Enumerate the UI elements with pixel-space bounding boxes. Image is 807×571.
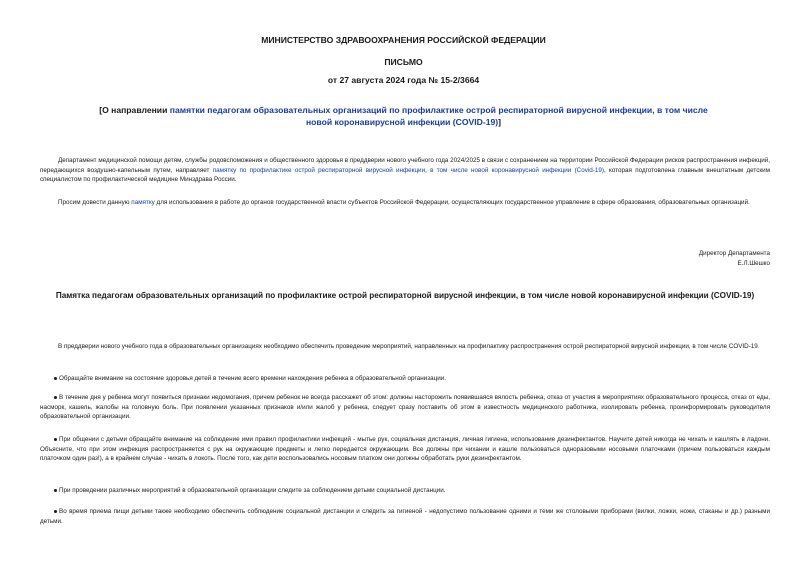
memo-bullet-item <box>40 435 770 464</box>
bullet-text: Во время приема пищи детьми также необходимо обеспечить соблюдение социальной дистанции и следить за гигиеной - недопустимо пользование одними и теми же столовыми приборами (вилки, ложки, ножи, стаканы и др.) разными детьми. <box>40 508 770 525</box>
signature-title: Директор Департамента <box>698 250 770 257</box>
p1-text-after: , которая подготовлена главным внештатным детским специалистом по профилактической медицине Минздрава России. <box>40 166 770 183</box>
document-subject <box>95 104 712 128</box>
subject-link[interactable]: памятки педагогам образовательных организаций по профилактике острой респираторной вирусной инфекции, в том числе новой коронавирусной инфекции (COVID-19) <box>169 105 708 127</box>
subject-prefix: [О направлении <box>99 105 170 115</box>
p1-text-before: Департамент медицинской помощи детям, службы родовспоможения и общественного здоровья в преддверии нового учебного года 2024/2025 в связи с сохранением на территории Российской Федерации рисков распространения инфекций, передающихся воздушно-капельным путем, направляет <box>40 157 770 174</box>
bullet-icon <box>54 396 57 399</box>
p1-memo-link[interactable]: памятку по профилактике острой респираторной вирусной инфекции, в том числе новой коронавирусной инфекции (Covid-19) <box>212 166 604 174</box>
bullet-text: Обращайте внимание на состояние здоровья детей в течение всего времени нахождения ребенка в образовательной организации. <box>59 375 446 382</box>
ministry-heading: МИНИСТЕРСТВО ЗДРАВООХРАНЕНИЯ РОССИЙСКОЙ ФЕДЕРАЦИИ <box>261 35 546 45</box>
bullet-icon <box>54 489 57 492</box>
p2-text-before: Просим довести данную <box>58 199 132 206</box>
bullet-text: При проведении различных мероприятий в образовательной организации следите за соблюдением детьми социальной дистанции. <box>59 487 446 494</box>
bullet-icon <box>54 438 57 441</box>
p2-memo-link[interactable]: памятку <box>131 199 155 206</box>
memo-bullet-item <box>40 374 770 384</box>
document-date-number: от 27 августа 2024 года № 15-2/3664 <box>327 75 480 85</box>
letter-paragraph-2 <box>40 198 770 208</box>
bullet-text: В течение дня у ребенка могут появиться признаки недомогания, причем ребенок не всегда расскажет об этом: должны насторожить появившаяся вялость ребенка, отказ от участия в мероприятиях образовательного процесса, отказ от еды, насморк, кашель, жалобы на головную боль. При появлении указанных признаков и/или жалоб у ребенка, следует сразу поставить об этом в известность медицинского работника, изолировать ребенка, проинформировать руководителя образовательной организации. <box>40 394 770 420</box>
memo-title: Памятка педагогам образовательных организаций по профилактике острой респираторной вирусной инфекции, в том числе новой коронавирусной инфекции (COVID-19) <box>55 291 755 300</box>
bullet-text: При общении с детьми обращайте внимание на соблюдение ими правил профилактики инфекций - мытье рук, социальная дистанция, личная гигиена, использование дезинфектантов. Научите детей никогда не чихать и кашлять в ладони. Объясните, что при этом инфекция распространяется с рук на окружающие предметы и легко передается окружающим. Все должны при чихании и кашле пользоваться одноразовыми носовыми платочками (причем пользоваться каждым платочком один раз!), а в крайнем случае - чихать в локоть. После того, как дети воспользовались носовым платком они должны обработать руки дезинфектантом. <box>40 436 770 462</box>
bullet-icon <box>54 377 57 380</box>
p2-text-after: для использования в работе до органов государственной власти субъектов Российской Федерации, осуществляющих государственное управление в сфере образования, образовательных организаций. <box>154 199 750 206</box>
memo-bullet-item <box>40 486 770 496</box>
letter-paragraph-1 <box>40 156 770 185</box>
signature-name: Е.Л.Шешко <box>737 259 770 267</box>
document-type: ПИСЬМО <box>384 57 423 67</box>
memo-intro: В преддверии нового учебного года в образовательных организациях необходимо обеспечить проведение мероприятий, направленных на профилактику распространения острой респираторной вирусной инфекции, в том числе COVID-19. <box>58 343 760 350</box>
memo-bullet-item <box>40 393 770 422</box>
subject-suffix: ] <box>498 117 502 127</box>
signature-block <box>699 249 770 268</box>
bullet-icon <box>54 510 57 513</box>
memo-bullet-item <box>40 507 770 526</box>
